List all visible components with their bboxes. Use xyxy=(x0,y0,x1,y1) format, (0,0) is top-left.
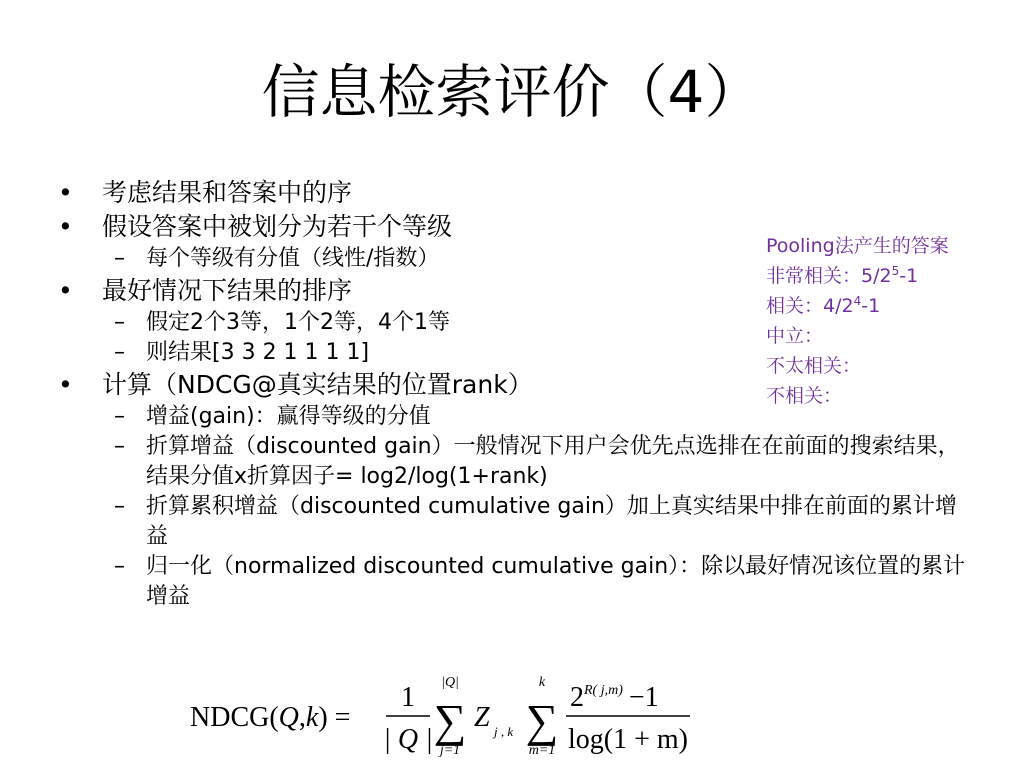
sum-lower: j=1 xyxy=(439,743,461,758)
dash-icon: – xyxy=(114,404,125,429)
sub-bullet-text: 假定2个3等，1个2等，4个1等 xyxy=(146,310,450,335)
dash-icon: – xyxy=(114,434,125,459)
sub-bullet-text: 归一化（normalized discounted cumulative gain）：除以最好情况该位置的累计增益 xyxy=(146,554,966,609)
formula-denominator: | Q | xyxy=(383,724,433,755)
formula-lhs: NDCG(Q,k) = xyxy=(190,702,351,733)
sub-bullet-text: 增益(gain)：赢得等级的分值 xyxy=(146,404,431,429)
formula-one: 1 xyxy=(401,682,415,713)
bullet-text: 假设答案中被划分为若干个等级 xyxy=(102,212,453,241)
dash-icon: – xyxy=(114,340,125,365)
dash-icon: – xyxy=(114,494,125,519)
slide-title: 信息检索评价（4） xyxy=(261,58,763,126)
bullet-text: 最好情况下结果的排序 xyxy=(102,276,353,305)
note-line: Pooling法产生的答案 xyxy=(766,235,949,257)
bullet-dot-icon: • xyxy=(58,276,73,305)
note-line: 不相关： xyxy=(766,385,843,407)
sum-upper: k xyxy=(538,675,546,690)
ndcg-formula xyxy=(190,672,710,762)
relevance-note xyxy=(766,231,1016,411)
formula-graphic xyxy=(190,672,710,762)
note-line: 中立： xyxy=(766,325,824,347)
bullet-text: 考虑结果和答案中的序 xyxy=(102,178,353,207)
sub-bullet-text: 每个等级有分值（线性/指数） xyxy=(146,246,440,271)
sum-lower: m=1 xyxy=(528,743,556,758)
sub-bullet-text: 折算累积增益（discounted cumulative gain）加上真实结果中排在前面的累计增益 xyxy=(146,494,957,549)
dash-icon: – xyxy=(114,310,125,335)
note-line: 不太相关： xyxy=(766,355,862,377)
sub-bullet-item xyxy=(58,432,968,492)
sub-bullet-item xyxy=(58,492,968,552)
note-line: 相关：$4/2^4-1$ xyxy=(766,294,881,317)
formula-fraction-denominator: log(1 + m) xyxy=(568,724,688,755)
note-line: 非常相关：$5/2^5-1$ xyxy=(766,264,919,287)
formula-z: Z xyxy=(474,702,490,733)
sum-symbol-icon: ∑ xyxy=(433,695,467,746)
bullet-dot-icon: • xyxy=(58,212,73,241)
sum-upper: |Q| xyxy=(441,675,459,690)
sub-bullet-item xyxy=(58,552,968,612)
formula-numerator: $2^{R( j,m)} -1$ xyxy=(570,682,659,713)
bullet-dot-icon: • xyxy=(58,178,73,207)
formula-z-subscript: j , k xyxy=(494,724,514,739)
sub-bullet-text: 则结果[3 3 2 1 1 1 1] xyxy=(146,340,370,365)
sum-symbol-icon: ∑ xyxy=(525,695,559,746)
dash-icon: – xyxy=(114,554,125,579)
bullet-item xyxy=(58,176,968,210)
sub-bullet-text: 折算增益（discounted gain）一般情况下用户会优先点选排在在前面的搜索结果，结果分值x折算因子= log2/log(1+rank) xyxy=(146,434,960,489)
dash-icon: – xyxy=(114,246,125,271)
bullet-text: 计算（NDCG@真实结果的位置rank） xyxy=(102,370,533,399)
bullet-dot-icon: • xyxy=(58,370,73,399)
